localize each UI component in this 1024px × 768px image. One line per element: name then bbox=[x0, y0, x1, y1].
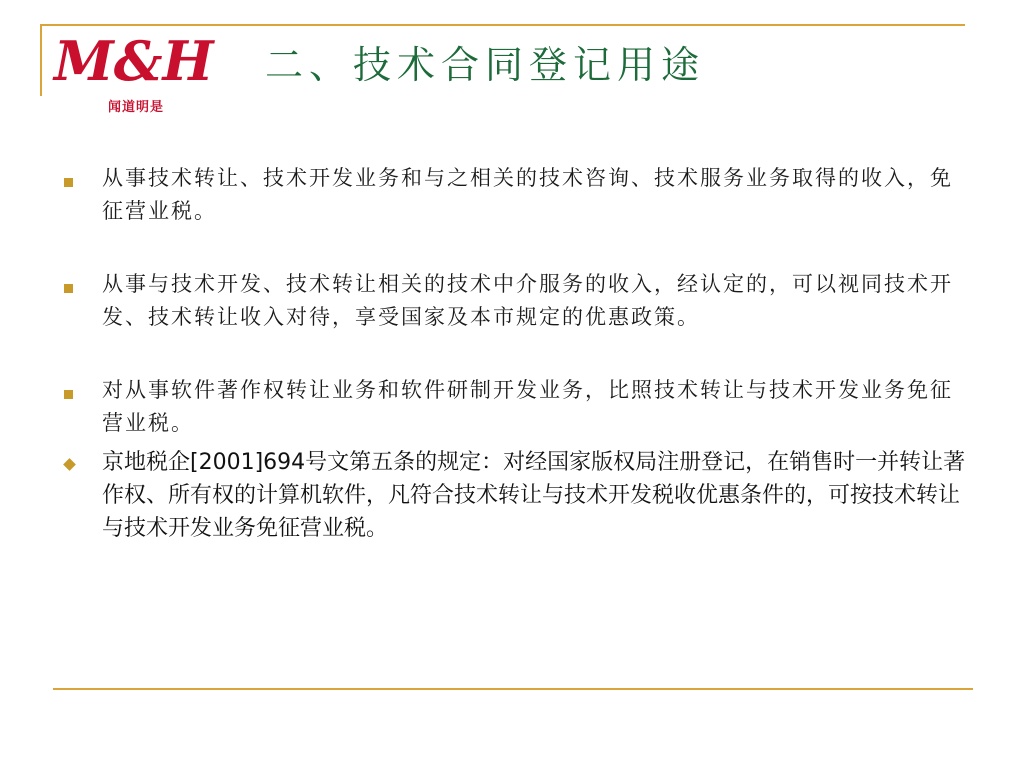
list-item bbox=[62, 162, 972, 228]
bullet-text: 从事与技术开发、技术转让相关的技术中介服务的收入，经认定的，可以视同技术开发、技术转让收入对待，享受国家及本市规定的优惠政策。 bbox=[102, 272, 953, 329]
bullet-text: 对从事软件著作权转让业务和软件研制开发业务，比照技术转让与技术开发业务免征营业税。 bbox=[102, 378, 953, 435]
left-rule bbox=[40, 24, 42, 96]
company-logo bbox=[52, 29, 214, 120]
bullet-text: 京地税企[2001]694号文第五条的规定：对经国家版权局注册登记，在销售时一并转让著作权、所有权的计算机软件，凡符合技术转让与技术开发税收优惠条件的，可按技术转让与技术开发业务免征营业税。 bbox=[102, 450, 966, 541]
list-item bbox=[62, 374, 972, 440]
logo-mark-text: M&H bbox=[54, 29, 214, 93]
square-bullet-icon bbox=[64, 178, 73, 187]
logo-subtitle: 闻道明是 bbox=[108, 100, 165, 115]
list-item bbox=[62, 268, 972, 334]
list-item bbox=[62, 446, 972, 545]
top-rule bbox=[40, 24, 965, 26]
square-bullet-icon bbox=[64, 284, 73, 293]
square-bullet-icon bbox=[64, 390, 73, 399]
mh-logo-icon bbox=[52, 29, 214, 100]
diamond-bullet-icon bbox=[63, 458, 76, 471]
bullet-list bbox=[62, 162, 972, 545]
page-title: 二、技术合同登记用途 bbox=[265, 43, 706, 87]
bottom-rule bbox=[53, 688, 973, 690]
bullet-text: 从事技术转让、技术开发业务和与之相关的技术咨询、技术服务业务取得的收入，免征营业税。 bbox=[102, 166, 953, 223]
